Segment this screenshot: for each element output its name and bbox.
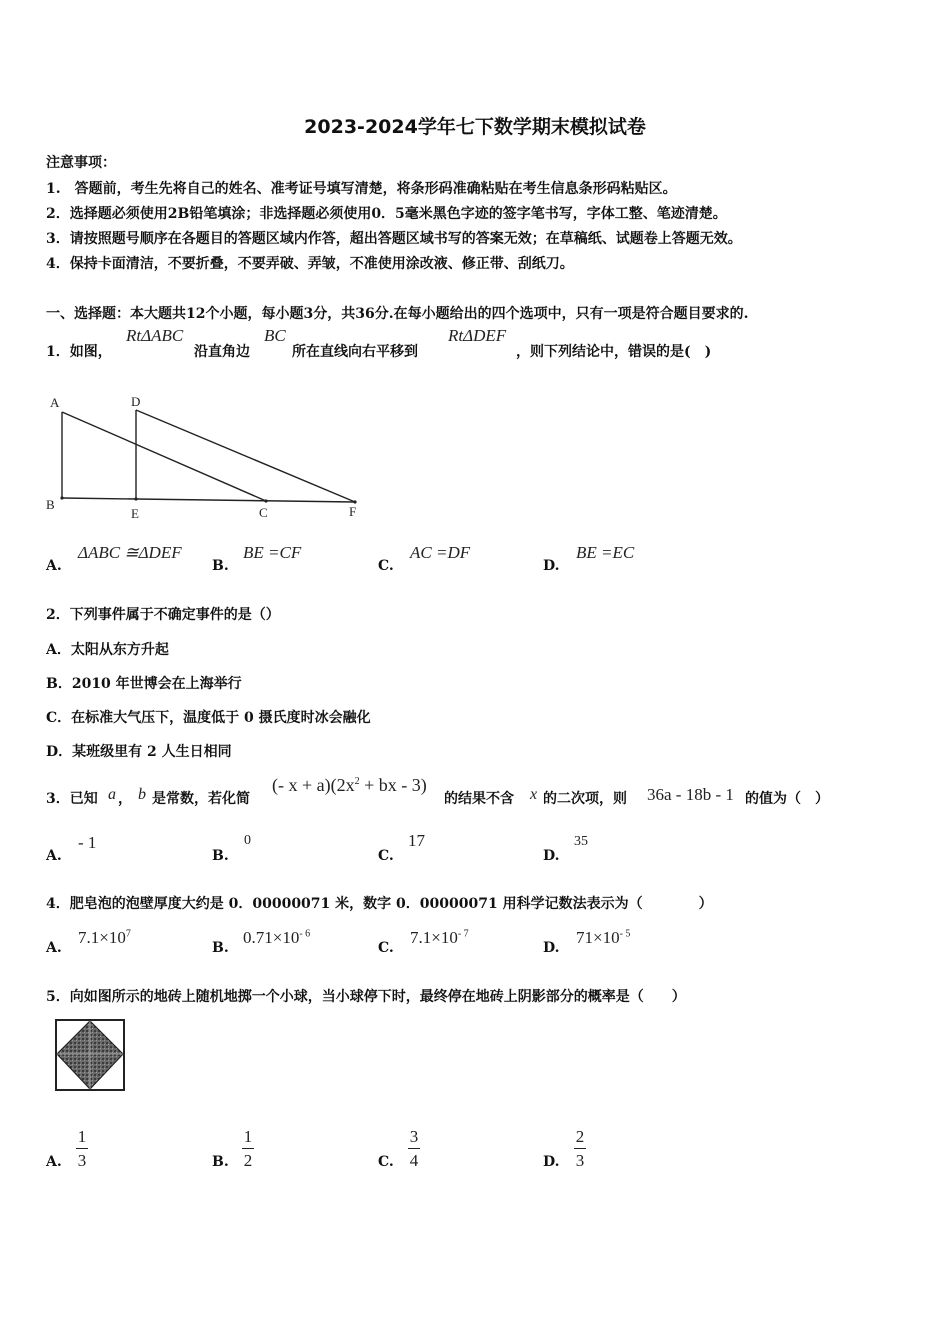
section-heading: 一、选择题：本大题共12个小题，每小题3分，共36分.在每小题给出的四个选项中，只有一项是符合题目要求的. [46, 306, 749, 322]
q3-var-b: b [138, 786, 146, 803]
q5-option-label: D. [543, 1154, 560, 1170]
q3-stem-part: ， [118, 791, 132, 807]
figure-label-c: C [259, 505, 268, 520]
q3-option-value: 17 [408, 831, 425, 850]
q3-stem-part: 的值为（ ） [745, 791, 829, 807]
q1-triangle-figure [40, 390, 370, 530]
q1-option-value: AC =DF [410, 543, 471, 562]
q5-option-label: A. [46, 1154, 62, 1170]
notice-item: 2．选择题必须使用2B铅笔填涂；非选择题必须使用0．5毫米黑色字迹的签字笔书写，字体工整、笔迹清楚。 [46, 206, 727, 222]
q5-option-fraction: 1 2 [243, 1127, 253, 1170]
figure-label-b: B [46, 497, 55, 512]
figure-label-d: D [131, 394, 141, 409]
q3-stem-part: 的二次项，则 [543, 791, 627, 807]
q1-math: RtΔDEF [448, 326, 507, 345]
q5-option-label: C. [378, 1154, 394, 1170]
notice-item: 1. 答题前，考生先将自己的姓名、准考证号填写清楚，将条形码准确粘贴在考生信息条形码粘贴区。 [46, 181, 677, 197]
q3-var-a: a [108, 786, 116, 803]
q1-option-label: B. [212, 558, 229, 574]
q1-math: BC [264, 326, 286, 345]
q5-stem: 5．向如图所示的地砖上随机地掷一个小球，当小球停下时，最终停在地砖上阴影部分的概率是（ ） [46, 989, 686, 1005]
q1-option-label: A. [46, 558, 62, 574]
q2-stem: 2．下列事件属于不确定事件的是（） [46, 607, 280, 623]
q4-option-value: $71\times 10^{- 5}$ [576, 928, 631, 947]
q3-stem-part: 是常数，若化简 [152, 791, 250, 807]
q1-math: RtΔABC [126, 326, 184, 345]
q3-expression-2: 36a - 18b - 1 [647, 785, 734, 804]
q1-option-value: BE =EC [576, 543, 635, 562]
notice-heading: 注意事项： [46, 155, 116, 171]
notice-item: 3．请按照题号顺序在各题目的答题区域内作答，超出答题区域书写的答案无效；在草稿纸、试题卷上答题无效。 [46, 231, 742, 247]
q3-option-value: 35 [574, 834, 588, 849]
q5-option-label: B. [212, 1154, 229, 1170]
q3-var-x: x [530, 786, 538, 803]
figure-label-f: F [349, 504, 357, 519]
q4-option-value: $0.71\times 10^{- 6}$ [243, 928, 311, 947]
q2-option: C．在标准大气压下，温度低于 0 摄氏度时冰会融化 [46, 710, 371, 726]
q4-option-label: B. [212, 940, 229, 956]
q3-option-label: C. [378, 848, 394, 864]
q1-stem-part: ，则下列结论中，错误的是( ) [516, 344, 712, 360]
q5-option-fraction: 1 3 [77, 1127, 87, 1170]
notice-item: 4．保持卡面清洁，不要折叠，不要弄破、弄皱，不准使用涂改液、修正带、刮纸刀。 [46, 256, 574, 272]
q2-option: A．太阳从东方升起 [46, 642, 169, 658]
q5-tile-figure [54, 1018, 128, 1092]
q4-option-label: A. [46, 940, 62, 956]
q4-option-value: $7.1\times 10^{- 7}$ [410, 928, 469, 947]
q3-stem-part: 3．已知 [46, 791, 98, 807]
page-title: 2023-2024学年七下数学期末模拟试卷 [304, 116, 646, 138]
q1-option-label: D. [543, 558, 560, 574]
figure-label-e: E [131, 506, 139, 521]
q3-expression: (- $x + a)(2x^2$ + bx - 3) [272, 775, 427, 795]
q3-option-value: - 1 [78, 833, 97, 852]
q2-option: B．2010 年世博会在上海举行 [46, 676, 242, 692]
q3-option-value: 0 [244, 833, 251, 848]
q5-option-fraction: 3 4 [409, 1127, 419, 1170]
q3-option-label: B. [212, 848, 229, 864]
q1-stem-part: 沿直角边 [194, 344, 250, 360]
q3-stem-part: 的结果不含 [444, 791, 514, 807]
q5-option-fraction: 2 3 [575, 1127, 585, 1170]
q4-option-label: C. [378, 940, 394, 956]
q1-stem-part: 所在直线向右平移到 [292, 344, 418, 360]
q3-option-label: D. [543, 848, 560, 864]
q4-stem: 4．肥皂泡的泡壁厚度大约是 0．00000071 米，数字 0．00000071 用科学记数法表示为（ ） [46, 896, 713, 912]
q1-option-value: ΔABC ≅ΔDEF [78, 543, 182, 562]
q4-option-label: D. [543, 940, 560, 956]
q2-option: D．某班级里有 2 人生日相同 [46, 744, 232, 760]
figure-label-a: A [50, 395, 60, 410]
q3-option-label: A. [46, 848, 62, 864]
q1-option-label: C. [378, 558, 394, 574]
q4-option-value: $7.1\times 10^7$ [78, 928, 131, 947]
q1-option-value: BE =CF [243, 543, 302, 562]
q1-stem-part: 1．如图， [46, 344, 112, 360]
